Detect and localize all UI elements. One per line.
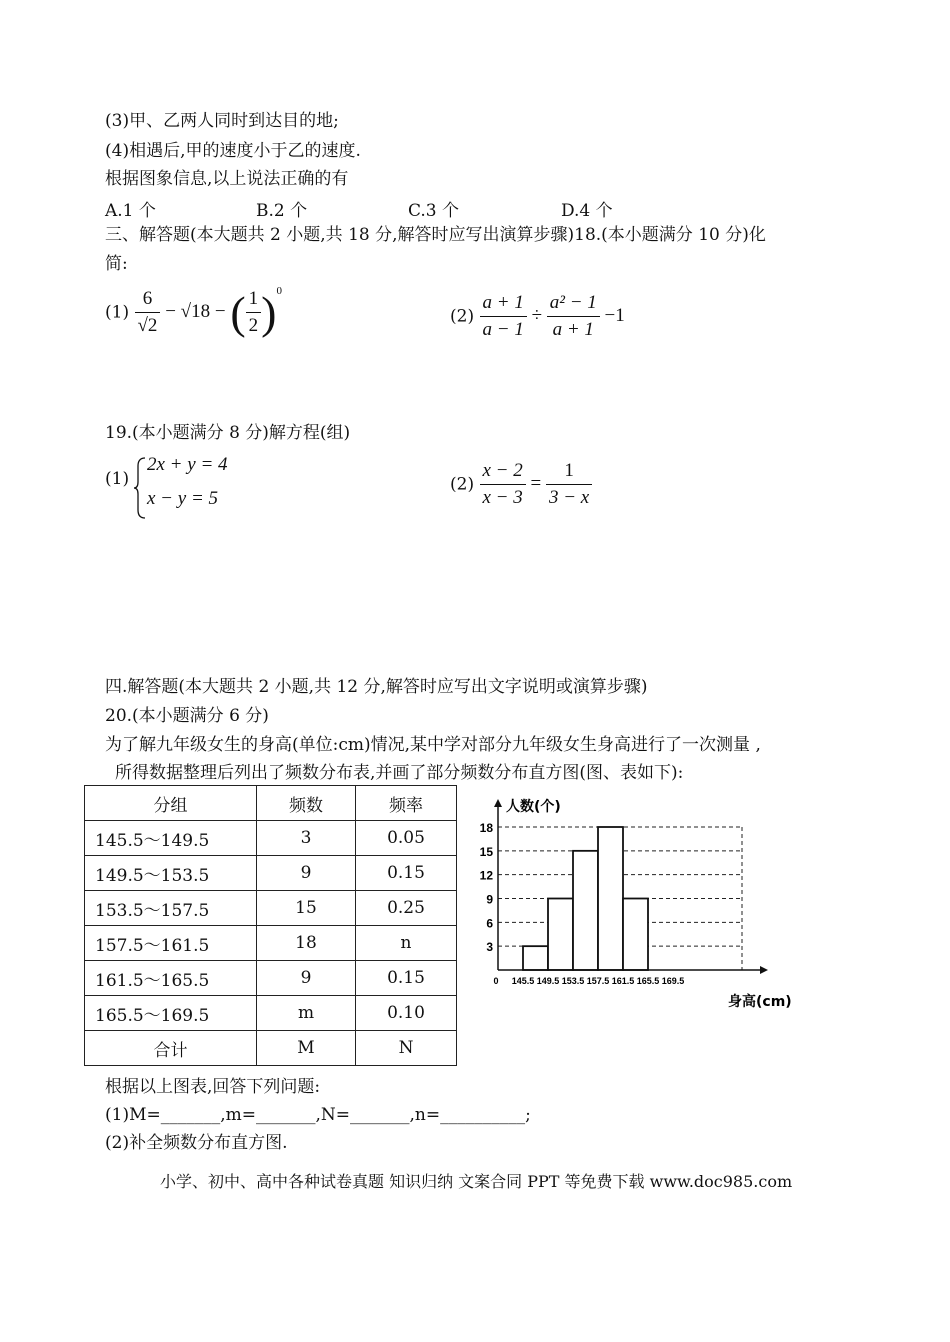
after-q1: (1)M=_______,m=_______,N=_______,n=__________; [105,1105,531,1125]
x-tick-label: 157.5 [586,976,610,986]
table-cell: 157.5～161.5 [95,935,210,956]
q19-2-eq: = [530,472,542,494]
q19-1-eq2: x − y = 5 [147,488,219,509]
q19-2-f1-den: x − 3 [482,487,523,508]
x-tick-label: 165.5 [636,976,660,986]
q19-1-eq1: 2x + y = 4 [147,454,228,475]
q19-2-f1-num: x − 2 [480,458,526,485]
section3-heading-cont: 简: [105,254,128,274]
frequency-table [84,785,457,1066]
histogram-bar [598,827,623,970]
option-c: C.3 个 [408,201,460,221]
table-total-row [85,1031,457,1066]
table-cell: 161.5～165.5 [95,970,210,991]
table-cell: 165.5～169.5 [95,1005,210,1026]
table-cell: 0.15 [356,856,457,891]
table-header: 频数 [257,786,356,821]
brace-icon [133,456,147,520]
y-tick-label: 12 [479,868,493,883]
table-cell: N [356,1031,457,1066]
histogram-chart [470,795,790,1035]
q18-2-f1-den: a − 1 [482,319,524,340]
table-row [85,996,457,1031]
q18-1-paren-den: 2 [248,315,259,336]
q18-1-label: (1) [105,302,130,323]
q18-2-label: (2) [450,306,475,327]
q18-2-op: ÷ [531,304,543,326]
table-row [85,856,457,891]
q19-2-label: (2) [450,474,475,495]
table-cell: 15 [257,891,356,926]
q18-1-frac-den: √2 [137,315,158,336]
histogram-bar [548,899,573,971]
table-cell: 3 [257,821,356,856]
x-axis-arrow-icon [760,966,768,974]
q17-item3: (3)甲、乙两人同时到达目的地; [105,111,339,131]
q20-text2: 所得数据整理后列出了频数分布表,并画了部分频数分布直方图(图、表如下): [115,763,684,783]
q19-2-expression [480,460,593,508]
q17-prompt: 根据图象信息,以上说法正确的有 [105,169,349,189]
y-tick-label: 9 [486,892,493,907]
x-tick-label: 169.5 [661,976,685,986]
q18-2-f1-num: a + 1 [480,290,527,317]
q18-1-expression [135,284,282,338]
table-row [85,961,457,996]
y-tick-label: 6 [486,916,493,931]
q18-2 [450,290,625,343]
q19-2 [450,458,592,511]
q18-2-tail: −1 [604,304,625,326]
q20-title: 20.(本小题满分 6 分) [105,706,269,726]
x-tick-label: 153.5 [561,976,585,986]
histogram-bar [623,899,648,971]
y-axis-arrow-icon [494,799,502,807]
y-tick-label: 18 [479,821,493,835]
section4-heading: 四.解答题(本大题共 2 小题,共 12 分,解答时应写出文字说明或演算步骤) [105,677,648,697]
q17-item4: (4)相遇后,甲的速度小于乙的速度. [105,141,361,161]
table-header: 分组 [153,795,188,816]
table-row [85,926,457,961]
q18-2-expression [480,292,625,340]
q18-1-minus2: − [214,300,226,322]
table-cell: 0.15 [356,961,457,996]
table-cell: 0.10 [356,996,457,1031]
after-prompt: 根据以上图表,回答下列问题: [105,1077,321,1097]
y-tick-label: 3 [486,940,493,955]
table-cell: 合计 [153,1040,188,1061]
q18-1-exp: 0 [276,284,282,297]
q20-text1: 为了解九年级女生的身高(单位:cm)情况,某中学对部分九年级女生身高进行了一次测量 , [105,735,761,755]
option-b: B.2 个 [256,201,308,221]
table-cell: M [257,1031,356,1066]
q19-title: 19.(本小题满分 8 分)解方程(组) [105,423,351,443]
option-a: A.1 个 [105,201,156,221]
histogram-bar [573,851,598,970]
histogram-bar [523,946,548,970]
q18-1-minus: − [165,300,176,322]
table-header-row [85,786,457,821]
section3-heading: 三、解答题(本大题共 2 小题,共 18 分,解答时应写出演算步骤)18.(本小题满分 10 分)化 [105,225,766,245]
y-axis-label: 人数(个) [506,799,561,815]
q18-1-lparen: ( [230,287,246,338]
q18-1-paren-num: 1 [246,286,262,313]
table-cell: 9 [257,961,356,996]
table-cell: 0.05 [356,821,457,856]
table-cell: 0.25 [356,891,457,926]
footer-text: 小学、初中、高中各种试卷真题 知识归纳 文案合同 PPT 等免费下载 www.doc985.com [160,1172,793,1191]
x-tick-label: 161.5 [611,976,635,986]
q19-2-f2-den: 3 − x [548,487,590,508]
table-cell: 18 [257,926,356,961]
x-tick-label: 145.5 [511,976,535,986]
table-cell: m [257,996,356,1031]
table-cell: 145.5～149.5 [95,830,210,851]
x-axis-label: 身高(cm) [728,994,792,1010]
option-d: D.4 个 [561,201,613,221]
x-tick-label: 149.5 [536,976,560,986]
q19-2-f2-num: 1 [546,458,592,485]
after-q2: (2)补全频数分布直方图. [105,1133,288,1153]
table-row [85,821,457,856]
q18-1 [105,286,282,339]
y-tick-label: 15 [479,844,493,859]
q19-1-label: (1) [105,469,130,489]
q18-2-f2-den: a + 1 [552,319,594,340]
q18-2-f2-num: a² − 1 [547,290,600,317]
q18-1-root: √18 [180,300,211,322]
table-cell: n [356,926,457,961]
table-row [85,891,457,926]
table-cell: 153.5～157.5 [95,900,210,921]
q18-1-frac-num: 6 [135,286,161,313]
table-cell: 149.5～153.5 [95,865,210,886]
table-header: 频率 [356,786,457,821]
table-cell: 9 [257,856,356,891]
x-origin-label: 0 [493,976,499,986]
q18-1-rparen: ) [261,287,277,338]
